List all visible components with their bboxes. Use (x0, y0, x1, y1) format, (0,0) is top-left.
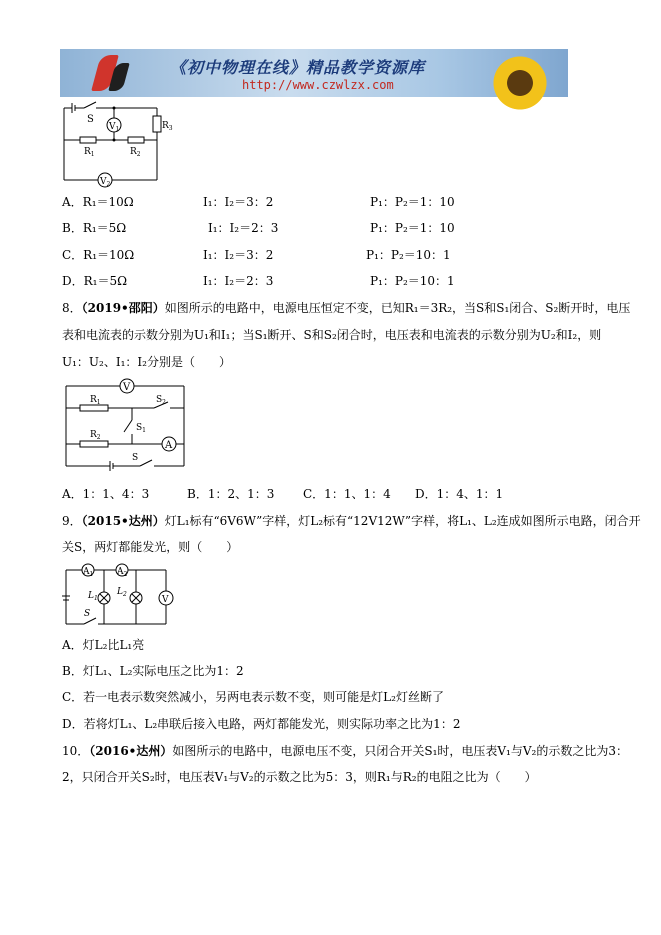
q8-line1: 8．（2019•邵阳）如图所示的电路中，电源电压恒定不变，已知R₁＝3R₂，当S和S₁闭合、S₂断开时，电压 (62, 301, 631, 315)
q7-option-a-label: A．R₁＝10Ω (62, 195, 134, 209)
q9-option-b: B．灯L₁、L₂实际电压之比为1：2 (62, 664, 244, 678)
label-R2: $R_2$ (90, 430, 101, 441)
q7-option-c-power: P₁：P₂＝10：1 (366, 248, 451, 262)
label-R1: $R_1$ (84, 147, 95, 158)
label-S: S (87, 114, 94, 125)
label-S: S (132, 453, 139, 463)
q8-line2: 表和电流表的示数分别为U₁和I₁；当S₁断开、S和S₂闭合时，电压表和电流表的示数分别为U₂和I₂，则 (62, 328, 602, 342)
q7-option-b-power: P₁：P₂＝1：10 (370, 221, 455, 235)
banner-title: 《初中物理在线》精品教学资源库 (170, 58, 426, 77)
label-V1: $V_1$ (109, 122, 120, 133)
sunflower-image (490, 53, 550, 113)
label-S: S (84, 609, 91, 619)
q8-option-b: B．1：2、1：3 (187, 487, 275, 501)
label-A: A (165, 440, 173, 451)
label-S1: $S_1$ (136, 423, 146, 434)
q9-line1: 9．（2015•达州）灯L₁标有“6V6W”字样，灯L₂标有“12V12W”字样，将L₁、L₂连成如图所示电路，闭合开 (62, 514, 641, 528)
q9-option-d: D．若将灯L₁、L₂串联后接入电路，两灯都能发光，则实际功率之比为1：2 (62, 717, 461, 731)
q7-option-d-power: P₁：P₂＝10：1 (370, 274, 455, 288)
label-R2: $R_2$ (130, 147, 141, 158)
banner-url: http://www.czwlzx.com (242, 78, 394, 92)
label-R3: $R_3$ (162, 121, 173, 132)
label-V2: $V_2$ (100, 177, 111, 188)
label-V: V (162, 595, 169, 605)
circuit-diagram-q8 (62, 374, 192, 470)
q9-option-a: A．灯L₂比L₁亮 (62, 638, 145, 652)
q8-line3: U₁：U₂、I₁：I₂分别是（ ） (62, 355, 231, 369)
q7-option-c-current: I₁：I₂＝3：2 (203, 248, 274, 262)
q8-option-d: D．1：4、1：1 (415, 487, 504, 501)
label-S2: $S_2$ (156, 395, 166, 406)
q9-option-c: C．若一电表示数突然减小，另两电表示数不变，则可能是灯L₂灯丝断了 (62, 690, 444, 704)
label-A1: $A_1$ (83, 567, 94, 578)
q7-option-a-power: P₁：P₂＝1：10 (370, 195, 455, 209)
q9-line2: 关S，两灯都能发光，则（ ） (62, 540, 239, 554)
label-A2: $A_2$ (117, 567, 128, 578)
q8-option-c: C．1：1、1：4 (303, 487, 391, 501)
q7-option-d-label: D．R₁＝5Ω (62, 274, 128, 288)
label-R1: $R_1$ (90, 395, 101, 406)
circuit-diagram-q9 (62, 558, 182, 630)
q10-line2: 2，只闭合开关S₂时，电压表V₁与V₂的示数之比为5：3，则R₁与R₂的电阻之比为（ ） (62, 770, 537, 784)
q7-option-d-current: I₁：I₂＝2：3 (203, 274, 274, 288)
q10-line1: 10．（2016•达州）如图所示的电路中，电源电压不变，只闭合开关S₁时，电压表V₁与V₂的示数之比为3： (62, 744, 628, 758)
q7-option-c-label: C．R₁＝10Ω (62, 248, 135, 262)
circuit-diagram-q7 (62, 100, 173, 188)
label-L2: $L_2$ (117, 587, 127, 598)
q7-option-b-current: I₁：I₂＝2：3 (208, 221, 279, 235)
header-banner (60, 49, 568, 97)
q7-option-b-label: B．R₁＝5Ω (62, 221, 127, 235)
label-L1: $L_1$ (88, 591, 98, 602)
label-V: V (123, 382, 131, 393)
q8-option-a: A．1：1、4：3 (62, 487, 150, 501)
q7-option-a-current: I₁：I₂＝3：2 (203, 195, 274, 209)
